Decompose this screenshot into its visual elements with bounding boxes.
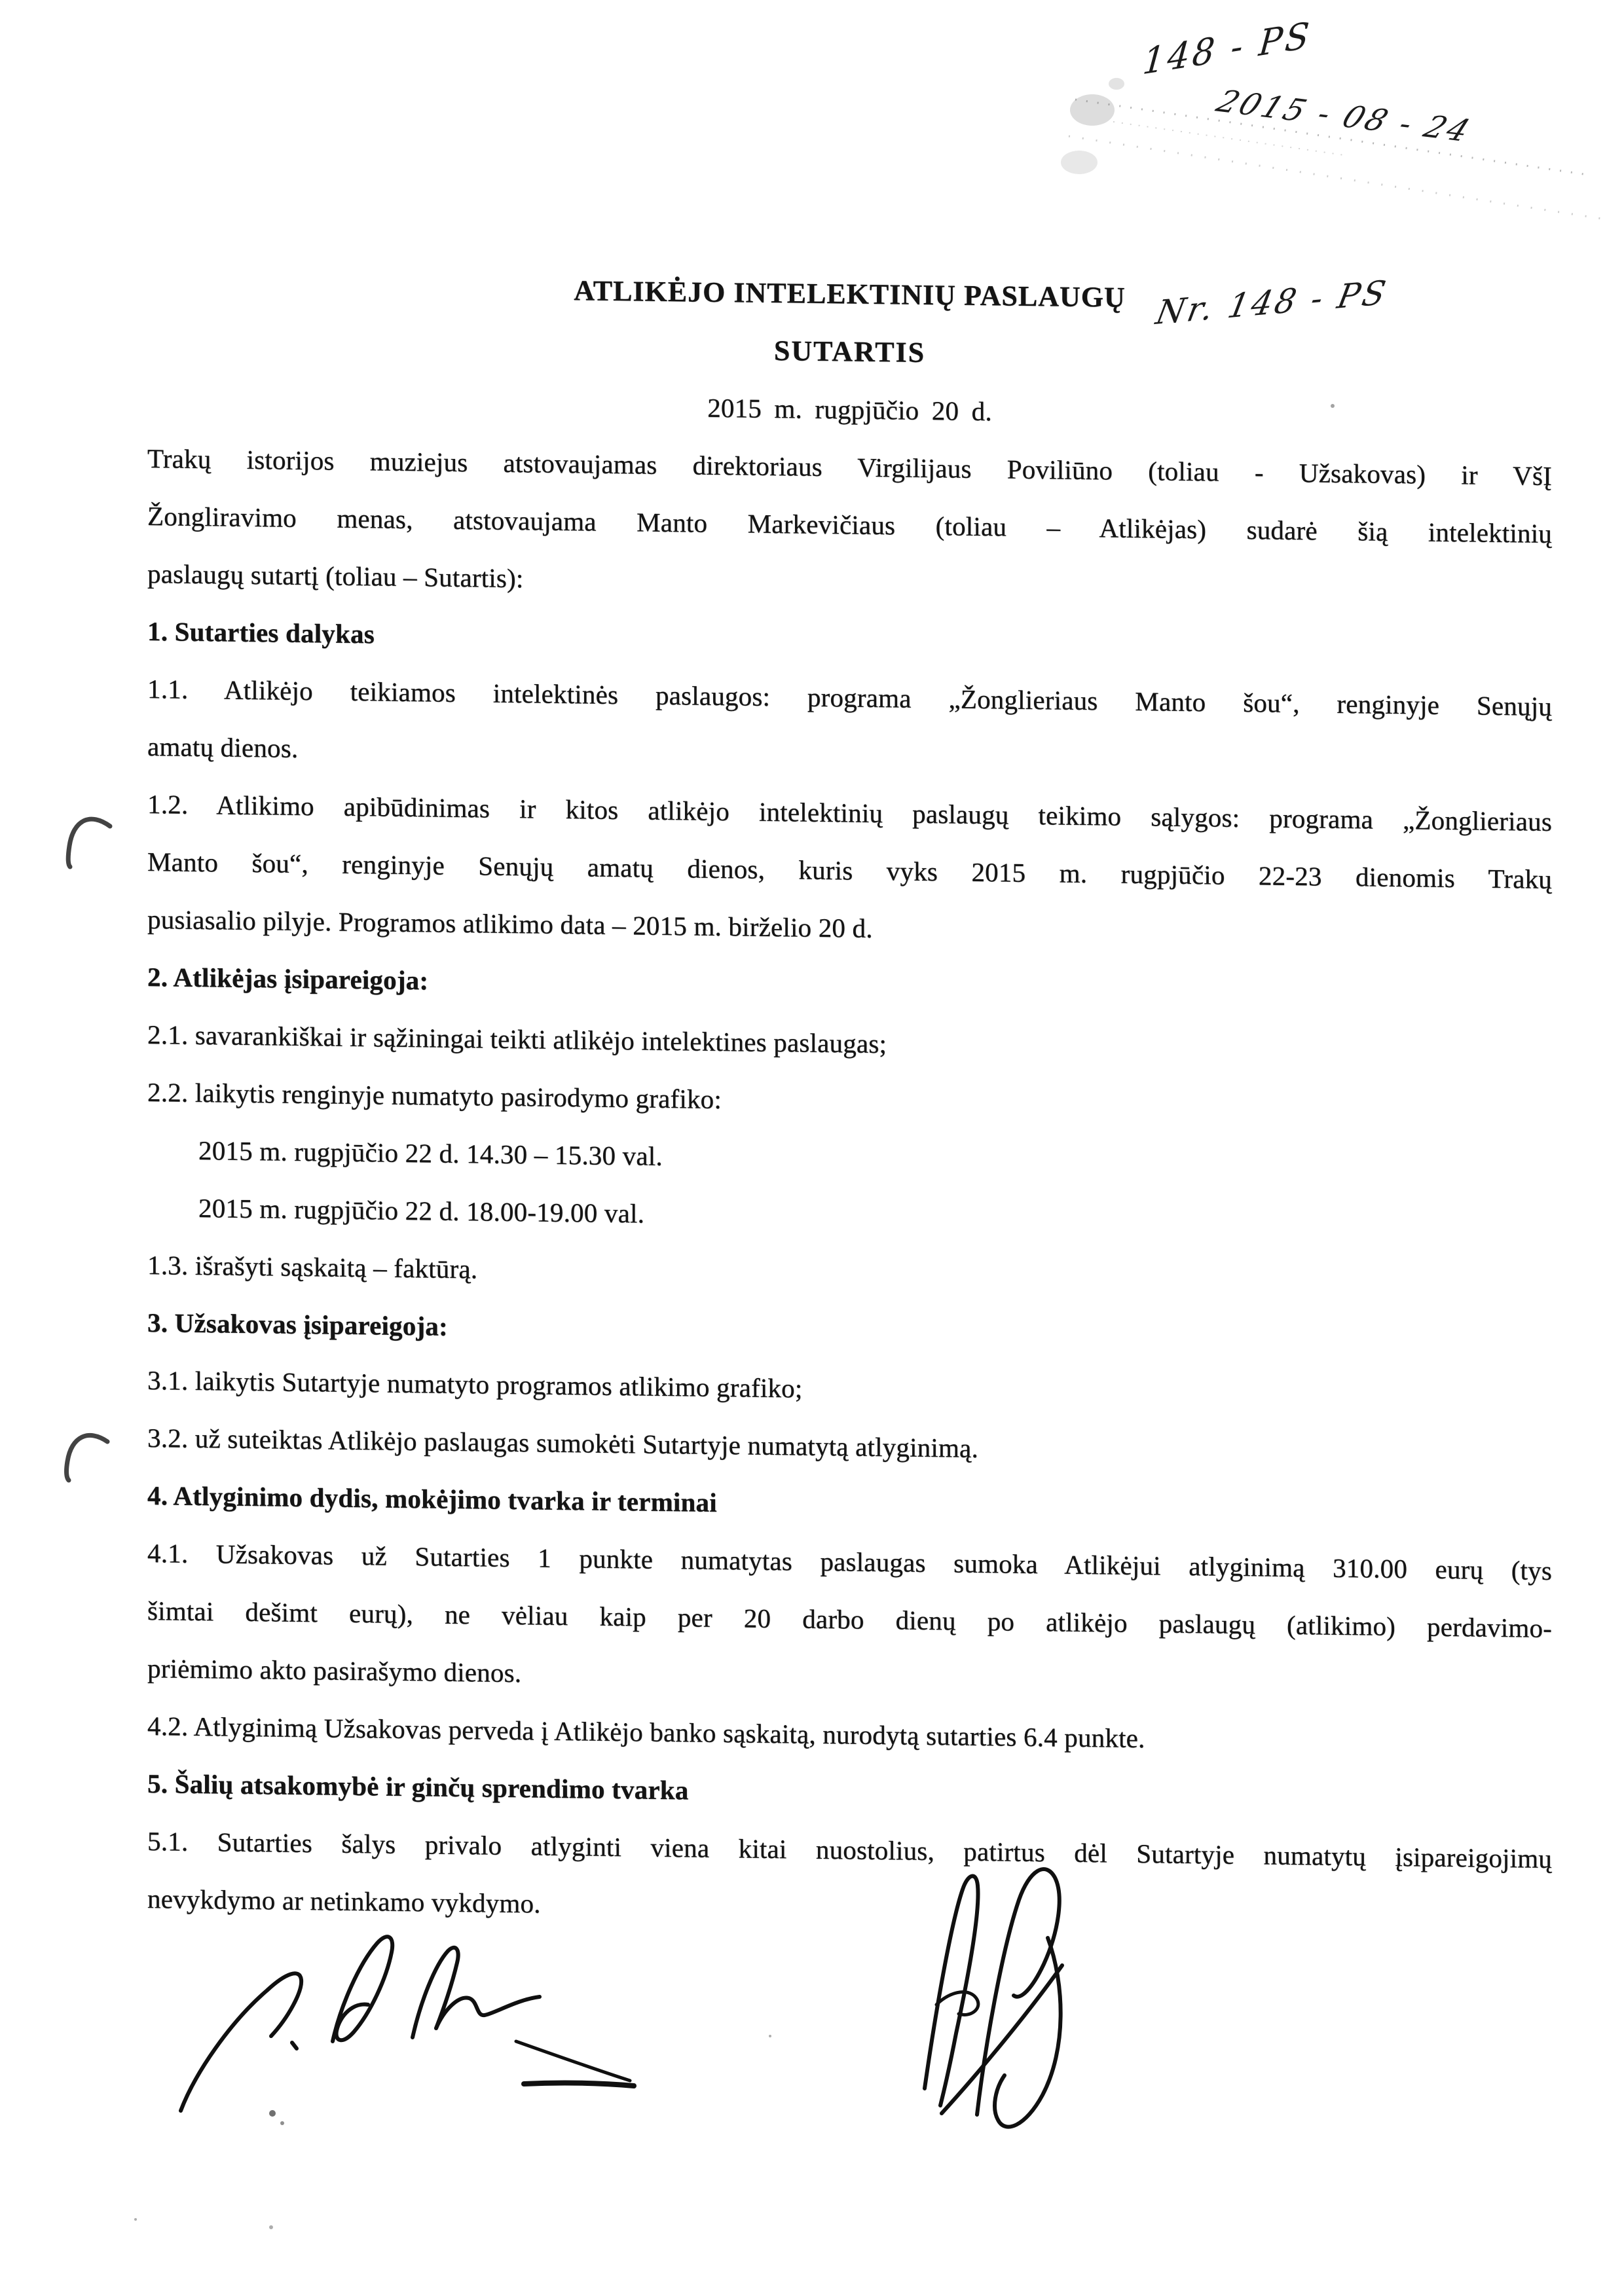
body-line: pusiasalio pilyje. Programos atlikimo data – 2015 m. birželio 20 d. — [147, 904, 873, 943]
body-line: Manto šou“, renginyje Senųjų amatų dienos, kuris vyks 2015 m. rugpjūčio 22-23 dienomis Trakų — [147, 847, 1552, 894]
section-heading: 2. Atlikėjas įsipareigoja: — [147, 962, 429, 996]
body-line: paslaugų sutartį (toliau – Sutartis): — [147, 558, 524, 594]
body-line: 1.2. Atlikimo apibūdinimas ir kitos atlikėjo intelektinių paslaugų teikimo sąlygos: programa „Žonglieriaus — [147, 789, 1552, 837]
body-line: priėmimo akto pasirašymo dienos. — [147, 1653, 522, 1688]
margin-tick-icon — [68, 819, 110, 867]
handwritten-ref-number: 148 - PS — [1141, 14, 1314, 83]
schedule-line: 2015 m. rugpjūčio 22 d. 18.00-19.00 val. — [198, 1192, 645, 1229]
body-line: amatų dienos. — [147, 731, 299, 763]
handwritten-contract-number: Nr. 148 - PS — [1153, 273, 1392, 333]
section-heading: 3. Užsakovas įsipareigoja: — [147, 1307, 448, 1341]
schedule-line: 2015 m. rugpjūčio 22 d. 14.30 – 15.30 val. — [198, 1135, 663, 1171]
body-line: 1.3. išrašyti sąskaitą – faktūrą. — [147, 1250, 478, 1285]
body-line: 4.2. Atlyginimą Užsakovas perveda į Atlikėjo banko sąskaitą, nurodytą sutarties 6.4 punkte. — [147, 1711, 1145, 1754]
section-heading: 1. Sutarties dalykas — [147, 616, 375, 649]
section-heading: 4. Atlyginimo dydis, mokėjimo tvarka ir terminai — [147, 1480, 717, 1518]
body-line: 1.1. Atlikėjo teikiamos intelektinės paslaugos: programa „Žonglieriaus Manto šou“, renginyje Senųjų — [147, 674, 1552, 721]
handwritten-received-date: 2015 - 08 - 24 — [1211, 84, 1477, 149]
document-title-line1: ATLIKĖJO INTELEKTINIŲ PASLAUGŲ — [574, 274, 1126, 314]
document-title-line2: SUTARTIS — [773, 335, 926, 369]
body-line: Žongliravimo menas, atstovaujama Manto Markevičiaus (toliau – Atlikėjas) sudarė šią intelektinių — [147, 501, 1552, 549]
section-heading: 5. Šalių atsakomybė ir ginčų sprendimo tvarka — [147, 1768, 689, 1806]
contract-text-block — [147, 257, 1552, 1945]
body-line: 5.1. Sutarties šalys privalo atlyginti viena kitai nuostolius, patirtus dėl Sutartyje numatytų įsipareigojimų — [147, 1826, 1552, 1874]
body-line: šimtai dešimt eurų), ne vėliau kaip per 20 darbo dienų po atlikėjo paslaugų (atlikimo) perdavimo- — [147, 1595, 1552, 1643]
margin-tick-icon — [67, 1435, 107, 1480]
body-line: nevykdymo ar netinkamo vykdymo. — [147, 1884, 541, 1919]
body-line: 2.2. laikytis renginyje numatyto pasirodymo grafiko: — [147, 1077, 722, 1115]
body-line: 3.2. už suteiktas Atlikėjo paslaugas sumokėti Sutartyje numatytą atlyginimą. — [147, 1423, 978, 1463]
body-line: 3.1. laikytis Sutartyje numatyto programos atlikimo grafiko; — [147, 1365, 803, 1404]
document-date: 2015 m. rugpjūčio 20 d. — [707, 392, 992, 427]
signature-left — [181, 1937, 634, 2111]
body-line: 2.1. savarankiškai ir sąžiningai teikti atlikėjo intelektines paslaugas; — [147, 1019, 887, 1059]
body-line: 4.1. Užsakovas už Sutarties 1 punkte numatytas paslaugas sumoka Atlikėjui atlyginimą 310.00 eurų (tys — [147, 1538, 1552, 1586]
body-line: Trakų istorijos muziejus atstovaujamas direktoriaus Virgilijaus Poviliūno (toliau - Užsakovas) ir VšĮ — [147, 443, 1552, 491]
